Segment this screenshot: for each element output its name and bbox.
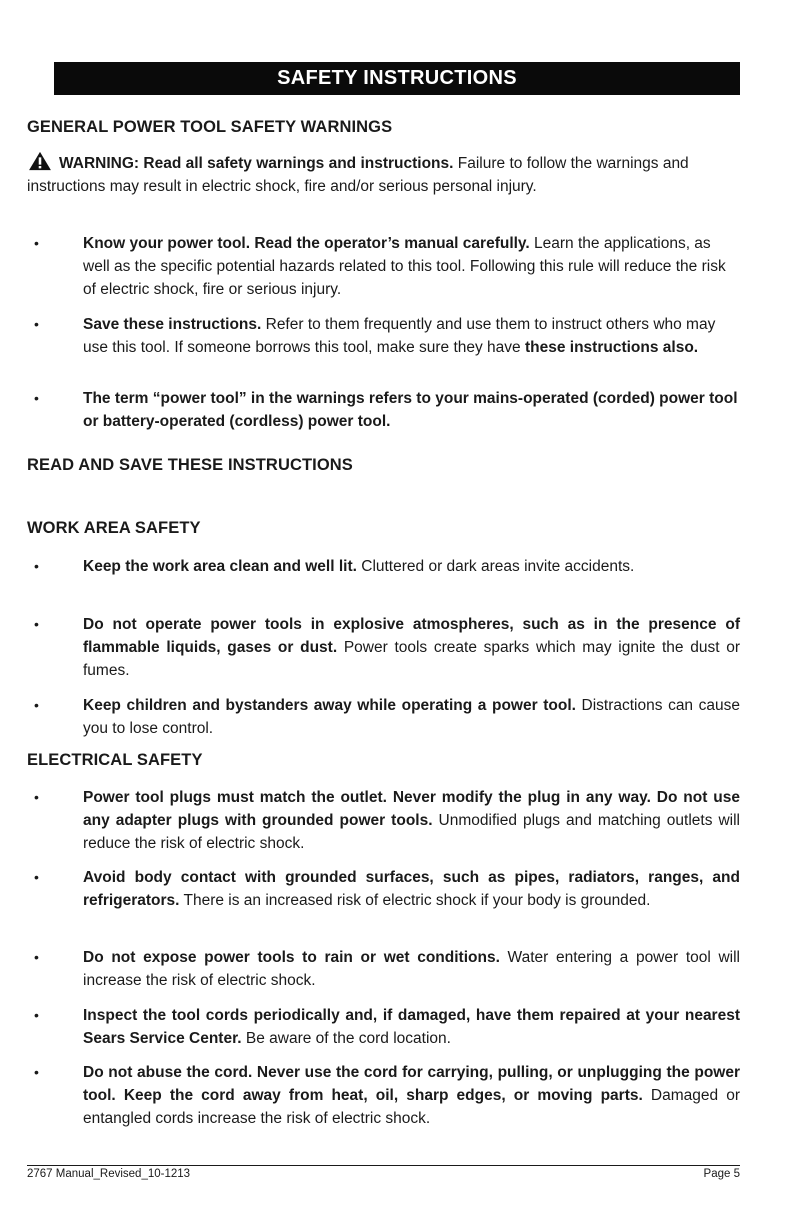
list-item (83, 313, 740, 359)
item-bold: Avoid body contact with grounded surfaces, such as pipes, radiators, ranges, and refrigerators. (83, 869, 740, 909)
item-bold: Keep the work area clean and well lit. (83, 558, 357, 575)
item-bold: Power tool plugs must match the outlet. Never modify the plug in any way. Do not use any adapter plugs with grounded power tools. (83, 789, 740, 829)
heading-electrical-safety: ELECTRICAL SAFETY (27, 751, 203, 769)
list-item (83, 786, 740, 855)
heading-work-area-safety: WORK AREA SAFETY (27, 519, 201, 537)
item-bold: Keep children and bystanders away while operating a power tool. (83, 697, 576, 714)
item-text: Water entering a power tool will increase the risk of electric shock. (83, 949, 741, 989)
item-bold: Save these instructions. (83, 316, 262, 333)
item-text: Cluttered or dark areas invite accidents. (356, 558, 635, 575)
item-bold: The term “power tool” in the warnings refers to your mains-operated (corded) power tool or battery-operated (cordless) power tool. (83, 390, 738, 430)
list-item (83, 866, 740, 912)
item-bold: Do not operate power tools in explosive atmospheres, such as in the presence of flammable liquids, gases or dust. (83, 616, 740, 656)
item-bold-2: these instructions also. (524, 339, 699, 356)
item-text: Power tools create sparks which may ignite the dust or fumes. (83, 639, 740, 679)
item-bold: Do not expose power tools to rain or wet conditions. (83, 949, 500, 966)
heading-general-warnings: GENERAL POWER TOOL SAFETY WARNINGS (27, 118, 393, 136)
footer-document-id: 2767 Manual_Revised_10-1213 (27, 1168, 191, 1180)
footer-divider (27, 1165, 740, 1166)
warning-triangle-icon (27, 151, 53, 171)
footer-page-number: Page 5 (703, 1168, 740, 1180)
warning-bold: WARNING: Read all safety warnings and instructions. (59, 155, 454, 172)
list-item (83, 1004, 740, 1050)
item-text: Unmodified plugs and matching outlets will reduce the risk of electric shock. (83, 812, 740, 852)
item-text: Learn the applications, as well as the specific potential hazards related to this tool. Following this rule will reduce the risk of electric shock, fire or serious injury. (83, 235, 726, 298)
heading-read-save: READ AND SAVE THESE INSTRUCTIONS (27, 456, 353, 474)
item-text: Refer to them frequently and use them to instruct others who may use this tool. If someone borrows this tool, make sure they have (83, 316, 716, 356)
warning-paragraph (27, 151, 741, 198)
list-item (83, 1061, 740, 1130)
warning-text: Failure to follow the warnings and instructions may result in electric shock, fire and/or serious personal injury. (27, 155, 689, 195)
item-text: Distractions can cause you to lose control. (83, 697, 740, 737)
item-text: There is an increased risk of electric shock if your body is grounded. (179, 892, 651, 909)
list-item (83, 694, 740, 740)
item-bold: Know your power tool. Read the operator’s manual carefully. (83, 235, 530, 252)
item-bold: Inspect the tool cords periodically and, if damaged, have them repaired at your nearest Sears Service Center. (83, 1007, 740, 1047)
list-item (83, 232, 740, 301)
list-item (83, 387, 740, 433)
section-banner: SAFETY INSTRUCTIONS (54, 62, 740, 95)
item-text: Damaged or entangled cords increase the risk of electric shock. (83, 1087, 740, 1127)
list-item (83, 555, 740, 578)
item-bold: Do not abuse the cord. Never use the cord for carrying, pulling, or unplugging the power tool. Keep the cord away from heat, oil, sharp edges, or moving parts. (83, 1064, 740, 1104)
item-text: Be aware of the cord location. (241, 1030, 451, 1047)
list-item (83, 946, 740, 992)
list-item (83, 613, 740, 682)
